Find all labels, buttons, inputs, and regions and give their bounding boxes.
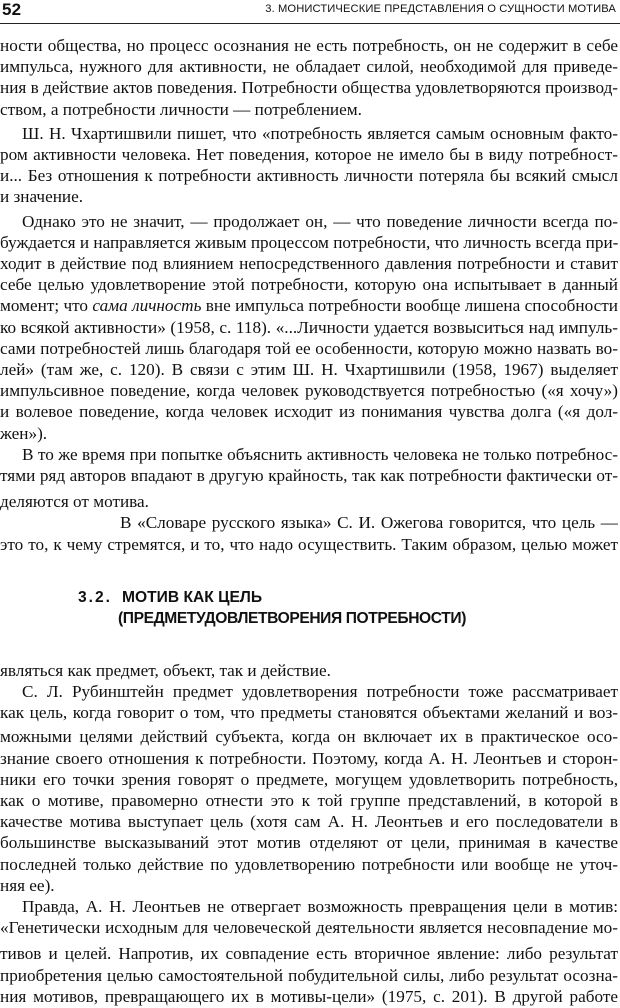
text-line: как о мотиве, правомерно отнести это к той группе представлений, в которой в: [0, 791, 618, 810]
text-line: лей» (там же, с. 120). В связи с этим Ш. Н. Чхартишвили (1958, 1967) выделяет: [0, 360, 618, 379]
page-header: [0, 0, 620, 26]
text-line: В то же время при попытке объяснить активность человека не только потребнос-: [22, 445, 618, 464]
text-line: Однако это не значит, — продолжает он, — что поведение личности всегда по-: [22, 212, 618, 231]
text-line: тивов и целей. Напротив, их совпадение есть вторичное явление: либо результат: [0, 944, 618, 963]
text-line: деляются от мотива.: [0, 492, 149, 511]
text-line: приобретения целью самостоятельной побудительной силы, либо результат осозна-: [0, 966, 618, 985]
text-line: импульса, нужного для активности, не обладает силой, необходимой для приведе-: [0, 57, 618, 76]
text-line: себе целью удовлетворение этой потребности, которую она испытывает в данный: [0, 275, 618, 294]
text-line: ности общества, но процесс осознания не есть потребность, он не содержит в себе: [0, 36, 618, 55]
text-line: буждается и направляется живым процессом потребности, что личность всегда при-: [0, 233, 618, 252]
text-line: жен»).: [0, 424, 48, 443]
text-line: большинстве высказываний этот мотив отделяют от цели, принимая в качестве: [0, 833, 618, 852]
text-line: Правда, А. Н. Леонтьев не отвергает возможность превращения цели в мотив:: [22, 897, 618, 916]
text-line: тями ряд авторов впадают в другую крайность, так как потребности фактически от-: [0, 466, 618, 485]
text-line: импульсивное поведение, когда человек руководствуется потребностью («я хочу»): [0, 381, 618, 400]
section-subtitle: (ПРЕДМЕТУДОВЛЕТВОРЕНИЯ ПОТРЕБНОСТИ): [118, 609, 466, 627]
italic-term: сама личность: [92, 296, 202, 315]
text-line: это то, к чему стремятся, и то, что надо осуществить. Таким образом, целью может: [0, 535, 618, 554]
text-line: няя ее).: [0, 876, 55, 895]
text-line: можными целями действий субъекта, когда он включает их в практическое осо-: [0, 727, 618, 746]
text-line: и... Без отношения к потребности активность личности потеряла бы всякий смысл: [0, 166, 618, 185]
text-line: ния мотивов, превращающего их в мотивы-цели» (1975, с. 201). В другой работе: [0, 987, 618, 1006]
section-heading: [78, 589, 262, 607]
running-head: 3. МОНИСТИЧЕСКИЕ ПРЕДСТАВЛЕНИЯ О СУЩНОСТИ МОТИВА: [265, 3, 616, 15]
text-line: и волевое поведение, когда человек исходит из понимания чувства долга («я дол-: [0, 402, 618, 421]
text-line: ходит в действие под влиянием непосредственного давления потребности и ставит: [0, 254, 618, 273]
text-line: С. Л. Рубинштейн предмет удовлетворения потребности тоже рассматривает: [22, 682, 618, 701]
text-line: сами потребностей лишь благодаря той ее особенности, которую можно назвать во-: [0, 339, 618, 358]
text-line: [0, 295, 618, 317]
text-run: вне импульса потребности вообще лишена способности: [201, 296, 618, 315]
text-line: ния в действие актов поведения. Потребности общества удовлетворяются производ-: [0, 78, 618, 97]
header-rule: [0, 23, 620, 24]
section-title: МОТИВ КАК ЦЕЛЬ: [122, 588, 263, 606]
text-line: В «Словаре русского языка» С. И. Ожегова говорится, что цель —: [120, 513, 618, 532]
text-line: ники его точки зрения говорят о предмете, могущем удовлетворить потребность,: [0, 770, 618, 789]
text-line: являться как предмет, объект, так и действие.: [0, 661, 331, 680]
text-line: ром активности человека. Нет поведения, которое не имело бы в виду потребност-: [0, 145, 618, 164]
text-line: последней только действие по удовлетворению потребности или вообще не уточ-: [0, 855, 618, 874]
text-line: «Генетически исходным для человеческой деятельности является несовпадение мо-: [0, 918, 618, 937]
text-line: как цель, когда говорит о том, что предметы становятся объектами желаний и воз-: [0, 703, 618, 722]
text-line: Ш. Н. Чхартишвили пишет, что «потребность является самым основным факто-: [22, 124, 618, 143]
text-run: момент; что: [0, 296, 93, 315]
text-line: и значение.: [0, 187, 84, 206]
text-line: качестве мотива выступает цель (хотя сам А. Н. Леонтьев и его последователи в: [0, 812, 618, 831]
text-line: знание своего отношения к потребности. Поэтому, когда А. Н. Леонтьев и сторон-: [0, 749, 618, 768]
text-line: ством, а потребности личности — потреблением.: [0, 100, 362, 119]
section-number: 3.2.: [78, 588, 113, 606]
page-number: 52: [2, 0, 22, 19]
text-line: ко всякой активности» (1958, с. 118). «...Личности удается возвыситься над импуль-: [0, 318, 618, 337]
